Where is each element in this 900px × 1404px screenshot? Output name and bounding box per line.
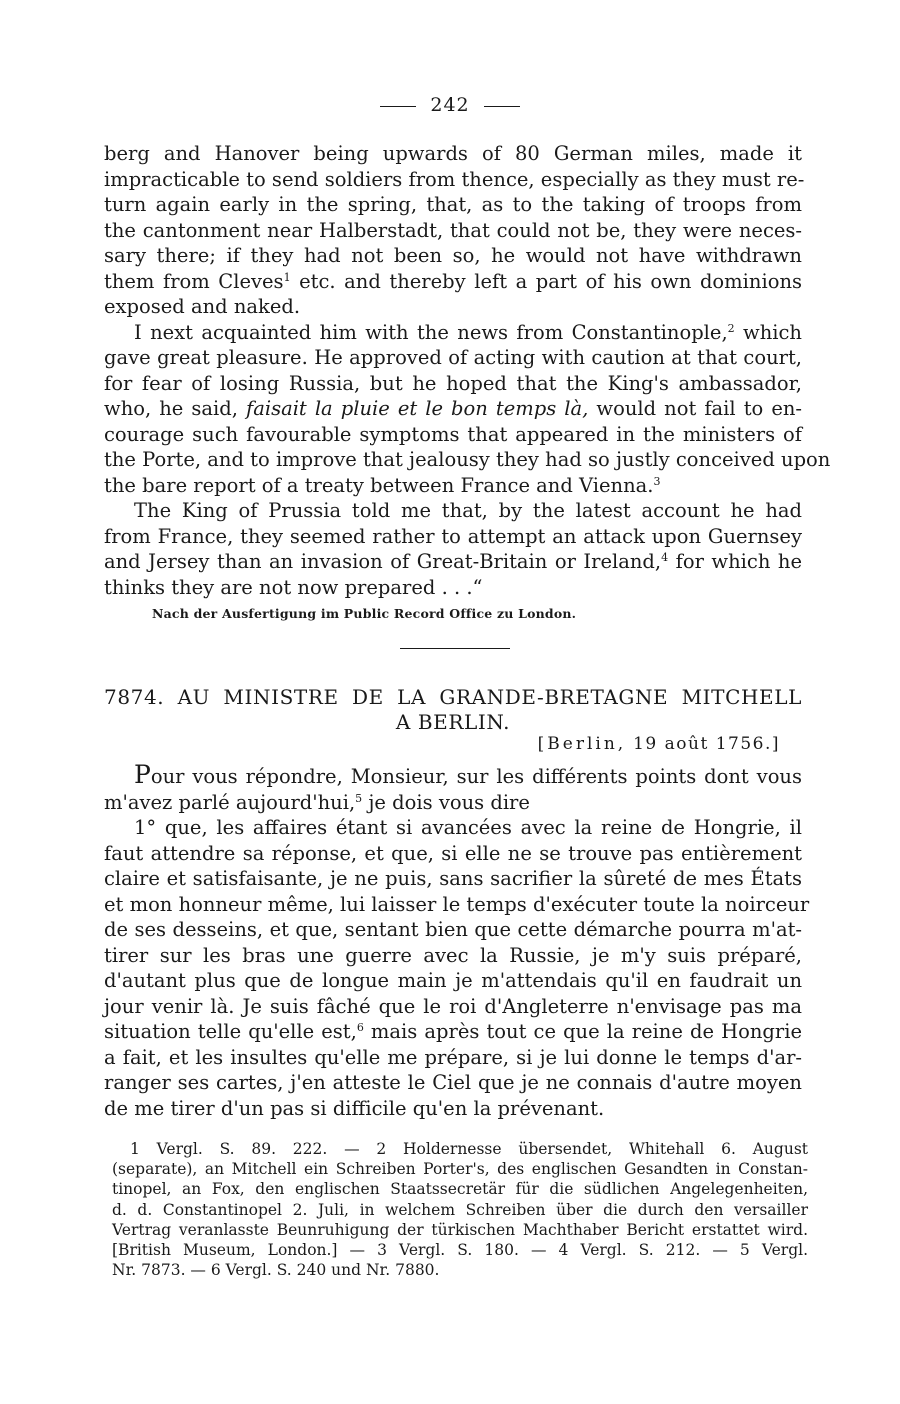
continuation-text — [104, 141, 831, 600]
dateline — [538, 734, 780, 754]
title-text: AU MINISTRE DE LA GRANDE-BRETAGNE MITCHELL — [177, 685, 802, 709]
letter-text — [104, 760, 810, 1121]
text-fragment: situation telle qu'elle est, — [104, 1020, 357, 1043]
footnote-line: Vertrag veranlasste Beunruhigung der türkischen Machthaber Bericht erstattet wird. — [112, 1220, 808, 1239]
text-line: ranger ses cartes, j'en atteste le Ciel que je ne connais d'autre moyen — [104, 1071, 802, 1094]
text-line: thinks they are not now prepared . . .“ — [104, 575, 483, 599]
text-line: faut attendre sa réponse, et que, si elle ne se trouve pas entièrement — [104, 841, 802, 865]
footnote-ref: 6 — [356, 1021, 364, 1034]
text-fragment: would not fail to en- — [588, 397, 803, 420]
footnote-ref: 1 — [283, 270, 291, 284]
text-line: tirer sur les bras une guerre avec la Russie, je m'y suis préparé, — [104, 943, 802, 967]
text-line: for fear of losing Russia, but he hoped that the King's ambassador, — [104, 371, 802, 395]
footnote-ref: 2 — [727, 321, 735, 335]
header-dash-right — [484, 106, 520, 107]
text-fragment: our vous répondre, Monsieur, sur les différents points dont vous — [150, 765, 802, 788]
text-line: de me tirer d'un pas si difficile qu'en la prévenant. — [104, 1096, 605, 1120]
text-line: et mon honneur même, lui laisser le temps d'exécuter toute la noirceur — [104, 892, 810, 916]
footnote-line: 1 Vergl. S. 89. 222. — 2 Holdernesse übersendet, Whitehall 6. August — [130, 1140, 808, 1158]
text-line: turn again early in the spring, that, as to the taking of troops from — [104, 193, 802, 216]
text-line — [104, 549, 802, 575]
text-line: 1° que, les affaires étant si avancées avec la reine de Hongrie, il — [134, 816, 802, 839]
footnote-line: tinopel, an Fox, den englischen Staatssecretär für die südlichen Angelegenheiten, — [112, 1180, 808, 1199]
text-line: jour venir là. Je suis fâché que le roi d'Angleterre n'envisage pas ma — [104, 994, 802, 1018]
italic-quote: faisait la pluie et le bon temps là, — [245, 397, 589, 420]
text-line — [104, 762, 802, 790]
text-line — [104, 320, 802, 346]
text-fragment: them from Cleves — [104, 269, 284, 293]
text-line: berg and Hanover being upwards of 80 German miles, made it — [104, 142, 802, 165]
text-line: gave great pleasure. He approved of acting with caution at that court, — [104, 346, 802, 369]
text-fragment: the bare report of a treaty between France and Vienna. — [104, 473, 654, 497]
text-line: exposed and naked. — [104, 295, 301, 318]
text-line: courage such favourable symptoms that appeared in the ministers of — [104, 422, 802, 446]
text-line: claire et satisfaisante, je ne puis, sans sacrifier la sûreté de mes États — [104, 867, 802, 890]
dateline-place: [Berlin, — [537, 734, 627, 754]
footnote-ref: 3 — [653, 474, 661, 488]
text-fragment: mais après tout ce que la reine de Hongrie — [363, 1020, 802, 1043]
text-line: de ses desseins, et que, sentant bien que cette démarche pourra m'at- — [104, 918, 802, 941]
text-line: The King of Prussia told me that, by the latest account he had — [134, 499, 802, 522]
page-header — [0, 94, 900, 116]
text-fragment: m'avez parlé aujourd'hui, — [104, 790, 356, 814]
text-fragment: and Jersey than an invasion of Great-Britain or Ireland, — [104, 550, 662, 573]
document-title — [104, 685, 802, 735]
text-line: a fait, et les insultes qu'elle me prépare, si je lui donne le temps d'ar- — [104, 1045, 802, 1069]
text-line — [104, 396, 802, 422]
footnotes — [112, 1139, 808, 1280]
footnote-line: Nr. 7873. — 6 Vergl. S. 240 und Nr. 7880. — [112, 1261, 440, 1280]
footnote-ref: 5 — [355, 791, 363, 805]
section-divider — [400, 648, 510, 649]
text-fragment: I next acquainted him with the news from Constantinople, — [134, 320, 728, 344]
title-line-2: A BERLIN. — [395, 710, 511, 734]
text-line — [104, 1019, 802, 1045]
text-line: the cantonment near Halberstadt, that could not be, they were neces- — [104, 218, 802, 242]
footnote-ref: 4 — [661, 551, 669, 564]
dateline-date: 19 août 1756.] — [633, 734, 780, 754]
title-line-1 — [104, 685, 802, 710]
text-fragment: je dois vous dire — [362, 790, 530, 814]
text-fragment: who, he said, — [104, 397, 246, 420]
text-fragment: which — [734, 320, 802, 344]
source-note: Nach der Ausfertigung im Public Record Office zu London. — [152, 606, 577, 621]
text-line: d'autant plus que de longue main je m'attendais qu'il en faudrait un — [104, 969, 802, 992]
header-dash-left — [380, 106, 416, 107]
text-line — [104, 473, 802, 499]
text-line: the Porte, and to improve that jealousy they had so justly conceived upon — [104, 448, 831, 471]
footnote-line: (separate), an Mitchell ein Schreiben Porter's, des englischen Gesandten in Constan- — [112, 1160, 808, 1179]
text-fragment: etc. and thereby left a part of his own dominions — [290, 269, 803, 293]
text-fragment: for which he — [668, 550, 802, 573]
drop-cap: P — [134, 760, 151, 789]
document-number: 7874. — [104, 685, 165, 709]
footnote-line: [British Museum, London.] — 3 Vergl. S. 180. — 4 Vergl. S. 212. — 5 Vergl. — [112, 1241, 808, 1260]
text-line: impracticable to send soldiers from thence, especially as they must re- — [104, 167, 805, 191]
text-line — [104, 269, 802, 295]
page-number: 242 — [430, 94, 470, 116]
footnote-line: d. d. Constantinopel 2. Juli, in welchem Schreiben über die durch den versailler — [112, 1200, 808, 1219]
text-line — [104, 790, 802, 816]
text-line: from France, they seemed rather to attempt an attack upon Guernsey — [104, 524, 802, 548]
text-line: sary there; if they had not been so, he would not have withdrawn — [104, 244, 802, 267]
